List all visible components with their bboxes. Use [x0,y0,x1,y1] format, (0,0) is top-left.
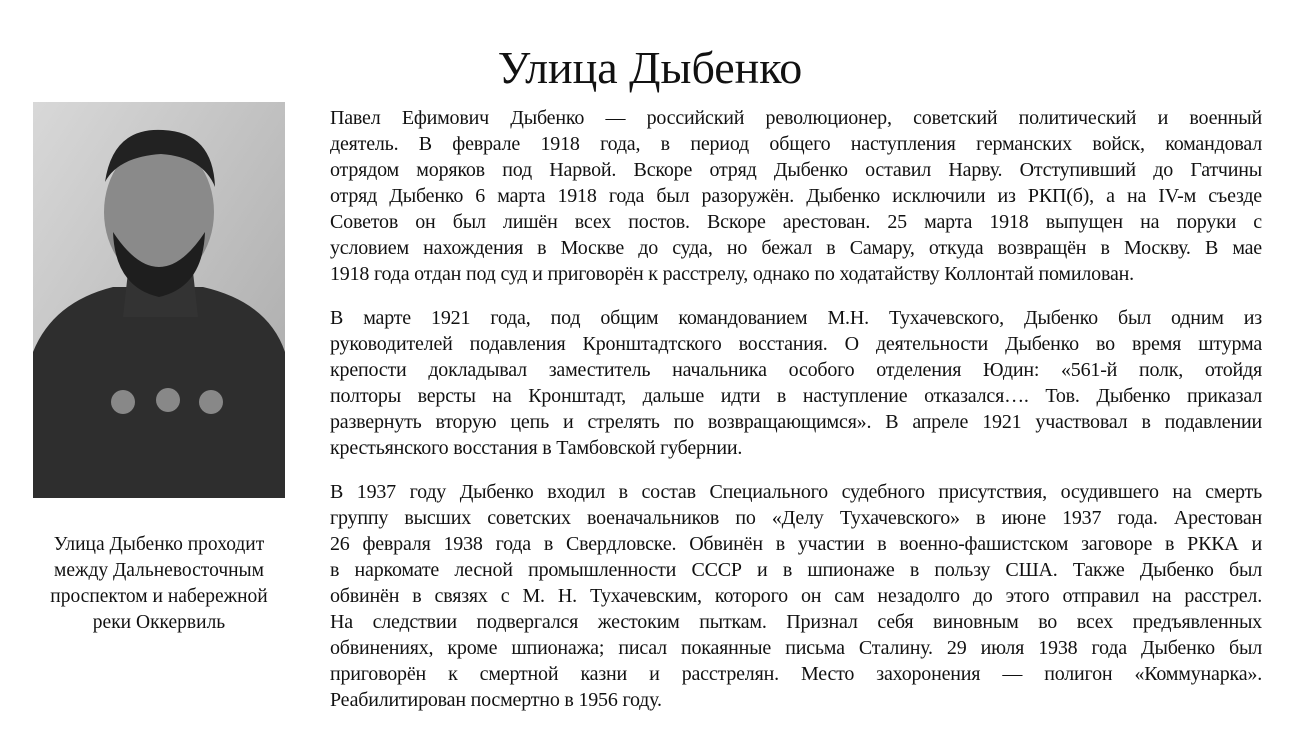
text-line: группу высших советских военачальников по «Делу Тухачевского» в июне 1937 года. Арестован [330,507,1262,529]
caption-line: проспектом и набережной [50,586,268,607]
paragraph [330,479,1262,713]
text-line: 26 февраля 1938 года в Свердловске. Обвинён в участии в военно-фашистском заговоре в РККА и [330,533,1262,555]
caption-line: Улица Дыбенко проходит [53,534,265,555]
text-line: деятель. В феврале 1918 года, в период общего наступления германских войск, командовал [330,133,1262,155]
text-line: полторы версты на Кронштадт, дальше идти в наступление отказался…. Тов. Дыбенко приказал [330,385,1262,407]
text-line: условием нахождения в Москве до суда, но бежал в Самару, откуда возвращён в Москву. В мае [330,237,1262,259]
text-line: приговорён к смертной казни и расстрелян. Место захоронения — полигон «Коммунарка». [330,663,1262,685]
paragraph [330,305,1262,461]
text-line: Реабилитирован посмертно в 1956 году. [330,689,662,711]
portrait-photo [33,102,285,498]
text-line: В марте 1921 года, под общим командованием М.Н. Тухачевского, Дыбенко был одним из [330,307,1262,329]
text-line: в наркомате лесной промышленности СССР и в шпионаже в пользу США. Также Дыбенко был [330,559,1262,581]
caption-line: реки Оккервиль [92,612,226,633]
article-body [330,105,1262,731]
text-line: развернуть вторую цепь и стрелять по возвращающимся». В апреле 1921 участвовал в подавлении [330,411,1262,433]
text-line: отряд Дыбенко 6 марта 1918 года был разоружён. Дыбенко исключили из РКП(б), а на IV-м съезде [330,185,1262,207]
text-line: обвинён в связях с М. Н. Тухачевским, которого он сам незадолго до этого отправил на расстрел. [330,585,1262,607]
text-line: Советов он был лишён всех постов. Вскоре арестован. 25 марта 1918 выпущен на поруки с [330,211,1262,233]
caption-line: между Дальневосточным [53,560,264,581]
photo-caption [20,532,298,636]
text-line: Павел Ефимович Дыбенко — российский революционер, советский политический и военный [330,107,1262,129]
text-line: 1918 года отдан под суд и приговорён к расстрелу, однако по ходатайству Коллонтай помилован. [330,263,1134,285]
text-line: На следствии подвергался жестоким пыткам. Признал себя виновным во всех предъявленных [330,611,1262,633]
text-line: обвинениях, кроме шпионажа; писал покаянные письма Сталину. 29 июля 1938 года Дыбенко был [330,637,1262,659]
text-line: крестьянского восстания в Тамбовской губернии. [330,437,743,459]
text-line: руководителей подавления Кронштадтского восстания. О деятельности Дыбенко во время штурма [330,333,1262,355]
text-line: В 1937 году Дыбенко входил в состав Специального судебного присутствия, осудившего на смерть [330,481,1262,503]
text-line: отрядом моряков под Нарвой. Вскоре отряд Дыбенко оставил Нарву. Отступивший до Гатчины [330,159,1262,181]
page-title: Улица Дыбенко [497,42,803,93]
paragraph [330,105,1262,287]
text-line: крепости докладывал заместитель начальника особого отделения Юдин: «561-й полк, отойдя [330,359,1262,381]
